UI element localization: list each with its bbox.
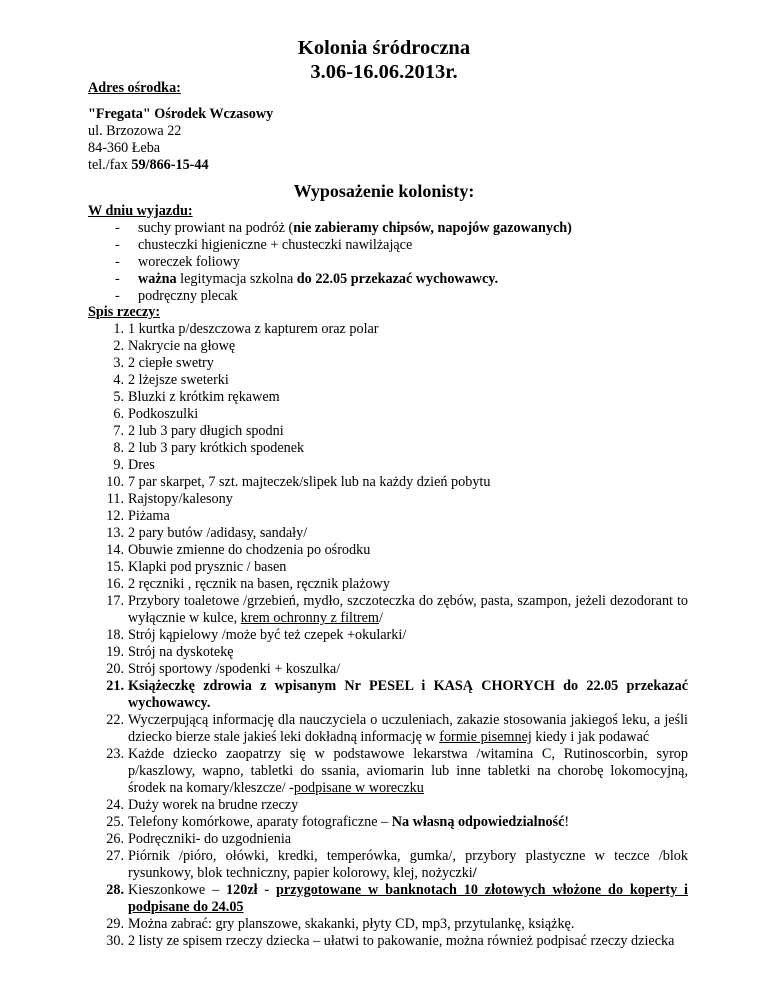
- list-item: 16. 2 ręczniki , ręcznik na basen, ręcznik plażowy: [106, 576, 390, 592]
- list-item: 14. Obuwie zmienne do chodzenia po ośrodku: [106, 542, 371, 558]
- title-line-1: Kolonia śródroczna: [297, 37, 471, 59]
- list-item: - woreczek foliowy: [115, 254, 241, 270]
- list-item: 23. Każde dziecko zaopatrzy się w podstawowe lekarstwa /witamina C, Rutinoscorbin, syrop p/kaszlowy, wapno, tabletki do ssania, aviomarin lub inne tabletki na chorobę lokomocyjną, środek na komary/kleszcze/ -podpisane w woreczku: [106, 746, 688, 796]
- list-item: 28. Kieszonkowe – 120zł - przygotowane w banknotach 10 złotowych włożone do koperty i podpisane do 24.05: [106, 882, 688, 915]
- list-item: 8. 2 lub 3 pary krótkich spodenek: [113, 440, 305, 456]
- list-item: 20. Strój sportowy /spodenki + koszulka/: [106, 661, 341, 677]
- list-item: 30. 2 listy ze spisem rzeczy dziecka – ułatwi to pakowanie, można również podpisać rzeczy dziecka: [106, 933, 675, 949]
- list-item: 19. Strój na dyskotekę: [106, 644, 234, 660]
- list-item: - ważna legitymacja szkolna do 22.05 przekazać wychowawcy.: [115, 271, 499, 287]
- list-item: 22. Wyczerpującą informację dla nauczyciela o uczuleniach, zakazie stosowania jakiegoś leku, a jeśli dziecko bierze stale jakieś leki dokładną informację w formie pisemnej kiedy i jak podawać: [106, 712, 688, 745]
- list-item: 9. Dres: [113, 457, 155, 473]
- title-line-2: 3.06-16.06.2013r.: [310, 61, 458, 83]
- list-item: 11. Rajstopy/kalesony: [106, 491, 233, 507]
- list-item: 3. 2 ciepłe swetry: [113, 355, 214, 371]
- list-item: - chusteczki higieniczne + chusteczki nawilżające: [115, 237, 413, 253]
- item-list-section: [88, 304, 688, 950]
- list-item: 17. Przybory toaletowe /grzebień, mydło, szczoteczka do zębów, pasta, szampon, jeżeli dezodorant to wyłącznie w kulce, krem ochronny z filtrem/: [106, 593, 688, 626]
- phone-number: 59/866-15-44: [131, 157, 209, 173]
- list-item: 1. 1 kurtka p/deszczowa z kapturem oraz polar: [113, 321, 379, 337]
- list-item: 2. Nakrycie na głowę: [113, 338, 236, 354]
- item-list-label: Spis rzeczy:: [88, 304, 161, 320]
- list-item: 29. Można zabrać: gry planszowe, skakanki, płyty CD, mp3, przytulankę, książkę.: [106, 916, 575, 932]
- address-block: [88, 80, 688, 174]
- list-item: 25. Telefony komórkowe, aparaty fotograficzne – Na własną odpowiedzialność!: [106, 814, 570, 830]
- list-item: 27. Piórnik /pióro, ołówki, kredki, temperówka, gumka/, przybory plastyczne w teczce /blok rysunkowy, blok techniczny, papier kolorowy, klej, nożyczki/: [106, 848, 688, 881]
- address-phone: tel./fax 59/866-15-44: [88, 157, 209, 173]
- list-item: 5. Bluzki z krótkim rękawem: [113, 389, 280, 405]
- address-city: 84-360 Łeba: [88, 140, 161, 156]
- departure-label: W dniu wyjazdu:: [88, 203, 193, 219]
- page-title: [0, 36, 768, 84]
- list-item: 12. Piżama: [106, 508, 170, 524]
- address-street: ul. Brzozowa 22: [88, 123, 182, 139]
- list-item: 18. Strój kąpielowy /może być też czepek +okularki/: [106, 627, 407, 643]
- address-name: "Fregata" Ośrodek Wczasowy: [88, 106, 274, 122]
- list-item: - podręczny plecak: [115, 288, 238, 304]
- list-item: 10. 7 par skarpet, 7 szt. majteczek/slipek lub na każdy dzień pobytu: [106, 474, 491, 490]
- equipment-heading: Wyposażenie kolonisty:: [293, 181, 475, 201]
- list-item: 21. Książeczkę zdrowia z wpisanym Nr PESEL i KASĄ CHORYCH do 22.05 przekazać wychowawcy.: [106, 678, 688, 711]
- address-label: Adres ośrodka:: [88, 80, 181, 96]
- list-item: 6. Podkoszulki: [113, 406, 199, 422]
- list-item: 24. Duży worek na brudne rzeczy: [106, 797, 299, 813]
- list-item: 7. 2 lub 3 pary długich spodni: [113, 423, 284, 439]
- list-item: 26. Podręczniki- do uzgodnienia: [106, 831, 292, 847]
- departure-section: [88, 203, 688, 305]
- list-item: 4. 2 lżejsze sweterki: [113, 372, 229, 388]
- list-item: 13. 2 pary butów /adidasy, sandały/: [106, 525, 308, 541]
- list-item: 15. Klapki pod prysznic / basen: [106, 559, 287, 575]
- list-item: - suchy prowiant na podróż (nie zabieramy chipsów, napojów gazowanych): [115, 220, 572, 236]
